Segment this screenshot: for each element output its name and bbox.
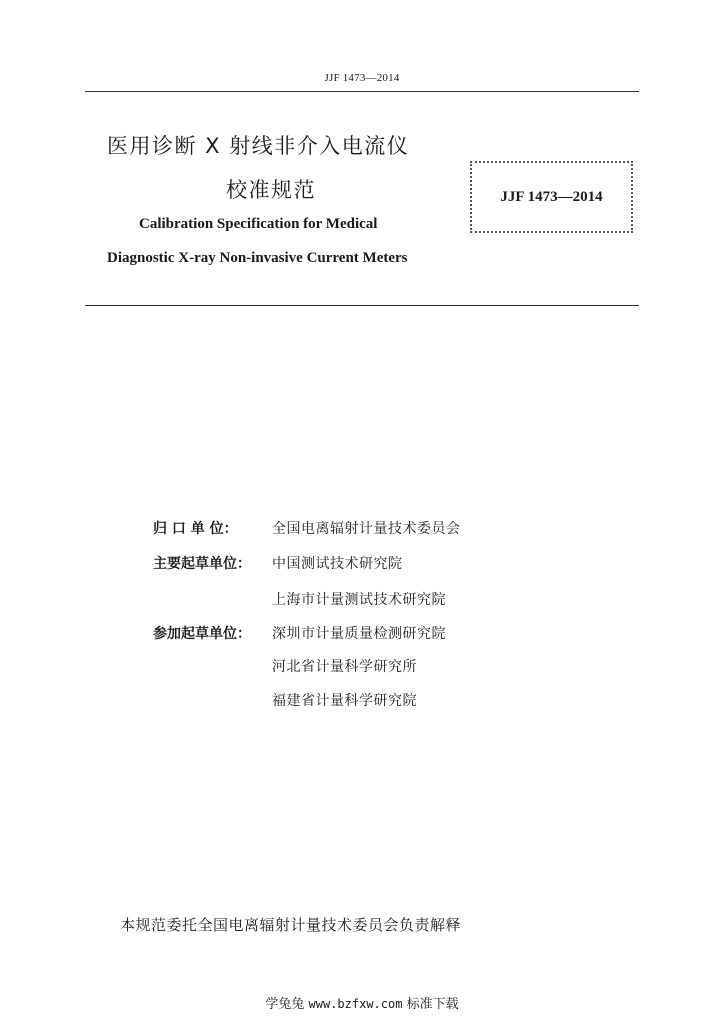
standard-code-box — [470, 161, 633, 233]
top-divider — [85, 91, 639, 92]
unit-value-responsible: 全国电离辐射计量技术委员会 — [272, 521, 461, 537]
unit-value-main-drafter-2: 上海市计量测试技术研究院 — [272, 592, 446, 608]
unit-value-participating-3: 福建省计量科学研究院 — [272, 693, 417, 709]
watermark-site-name: 学兔兔 — [265, 997, 305, 1012]
unit-value-participating-1: 深圳市计量质量检测研究院 — [272, 626, 446, 642]
header-standard-code: JJF 1473—2014 — [324, 72, 400, 84]
unit-row-main-drafter-2 — [0, 589, 724, 611]
unit-row-participating — [0, 623, 724, 645]
interpretation-note: 本规范委托全国电离辐射计量技术委员会负责解释 — [120, 916, 462, 934]
title-english-line-1: Calibration Specification for Medical — [139, 216, 378, 232]
watermark-url[interactable]: www.bzfxw.com — [308, 997, 403, 1011]
unit-label-responsible: 归 口 单 位： — [153, 521, 238, 537]
unit-row-responsible — [0, 518, 724, 540]
unit-row-participating-3 — [0, 690, 724, 712]
unit-value-participating-2: 河北省计量科学研究所 — [272, 659, 417, 675]
standard-code-box-text: JJF 1473—2014 — [500, 188, 603, 205]
unit-row-main-drafter — [0, 553, 724, 575]
middle-divider — [85, 305, 639, 306]
watermark — [0, 993, 724, 1012]
unit-value-main-drafter-1: 中国测试技术研究院 — [272, 556, 403, 572]
unit-label-participating: 参加起草单位： — [153, 626, 251, 642]
unit-label-main-drafter: 主要起草单位： — [153, 556, 251, 572]
unit-row-participating-2 — [0, 656, 724, 678]
watermark-suffix: 标准下载 — [406, 997, 459, 1012]
title-chinese-line-2: 校准规范 — [226, 178, 316, 202]
title-chinese-line-1: 医用诊断 X 射线非介入电流仪 — [107, 134, 410, 158]
title-english-line-2: Diagnostic X-ray Non-invasive Current Meters — [107, 250, 408, 266]
